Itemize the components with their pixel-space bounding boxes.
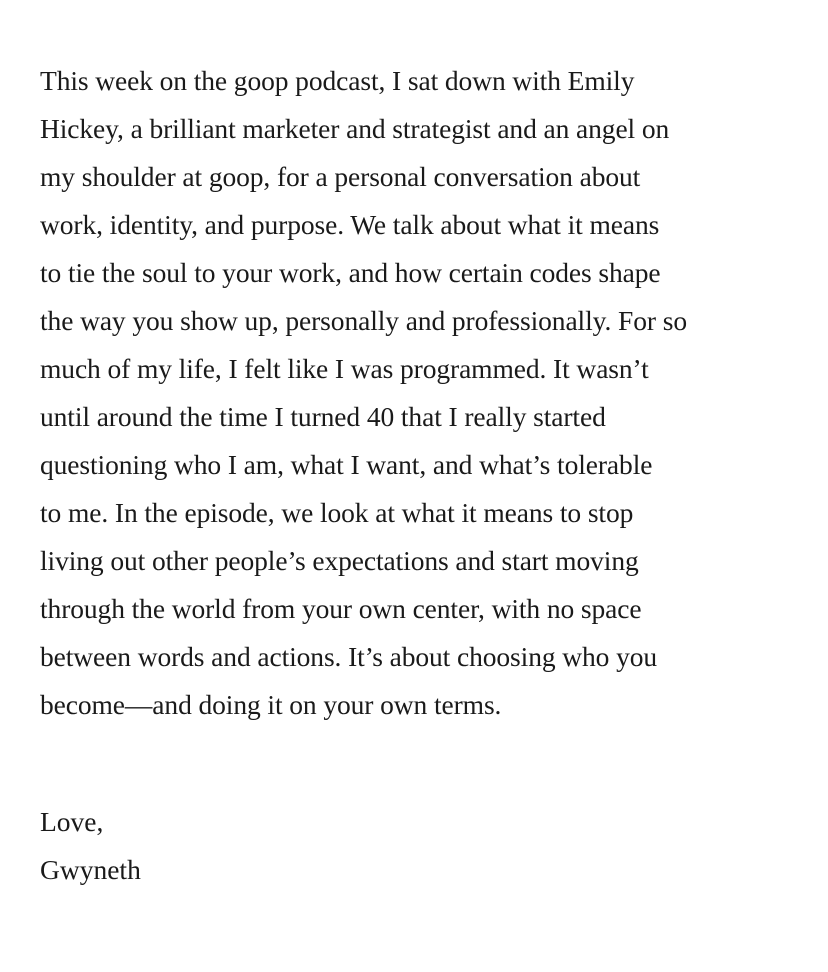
paragraph-line: to me. In the episode, we look at what it means to stop	[40, 497, 634, 528]
paragraph-line: until around the time I turned 40 that I really started	[40, 401, 606, 432]
paragraph-line: much of my life, I felt like I was programmed. It wasn’t	[40, 353, 649, 384]
paragraph-line: my shoulder at goop, for a personal conversation about	[40, 161, 641, 192]
signature-text: Gwyneth	[40, 854, 141, 885]
paragraph-line: work, identity, and purpose. We talk about what it means	[40, 209, 660, 240]
paragraph-line: This week on the goop podcast, I sat down with Emily	[40, 65, 635, 96]
paragraph-line: living out other people’s expectations and start moving	[40, 545, 639, 576]
paragraph-line: through the world from your own center, with no space	[40, 593, 642, 624]
paragraph-line: the way you show up, personally and professionally. For so	[40, 305, 687, 336]
paragraph-line: questioning who I am, what I want, and what’s tolerable	[40, 449, 653, 480]
paragraph-line: to tie the soul to your work, and how certain codes shape	[40, 257, 661, 288]
paragraph-line: between words and actions. It’s about choosing who you	[40, 641, 658, 672]
closing-text: Love,	[40, 806, 104, 837]
letter-body	[40, 57, 810, 729]
letter-signoff	[40, 798, 141, 894]
paragraph-line: Hickey, a brilliant marketer and strategist and an angel on	[40, 113, 670, 144]
letter-paragraph	[40, 57, 810, 729]
paragraph-line: become—and doing it on your own terms.	[40, 689, 502, 720]
